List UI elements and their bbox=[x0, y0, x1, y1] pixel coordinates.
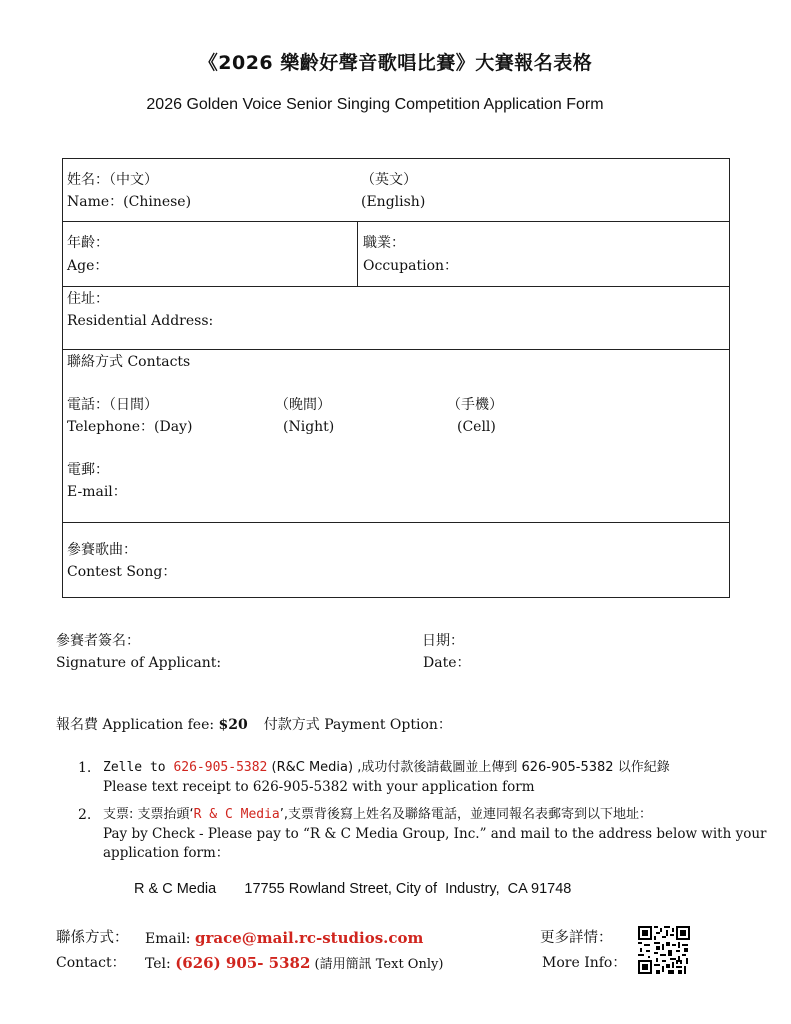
phone-cell-label-cn: （手機） bbox=[447, 397, 503, 413]
zelle-prefix: Zelle to bbox=[103, 760, 174, 775]
email-label-en: E-mail： bbox=[67, 484, 127, 500]
tel-note: (請用簡訊 Text Only) bbox=[310, 957, 444, 972]
date-label-en: Date： bbox=[423, 655, 471, 671]
name-label-cn: 姓名：（中文） bbox=[67, 172, 158, 188]
more-info-label-cn: 更多詳情： bbox=[540, 930, 613, 946]
contacts-heading bbox=[67, 351, 190, 373]
check-instruction-en-2: application form： bbox=[103, 845, 230, 861]
check-instruction-en-1: Pay by Check - Please pay to “R & C Media Group, Inc.” and mail to the address below with your bbox=[103, 826, 767, 842]
date-label-cn: 日期： bbox=[422, 633, 464, 649]
more-info-label-en: More Info： bbox=[542, 955, 627, 971]
fee-amount: $20 bbox=[218, 717, 248, 733]
contact-phone[interactable]: (626) 905- 5382 bbox=[175, 954, 311, 972]
contest-song-label-cn: 參賽歌曲： bbox=[67, 542, 137, 558]
contact-phone-line bbox=[145, 952, 443, 976]
signature-label-en: Signature of Applicant: bbox=[56, 655, 222, 671]
occupation-label-cn: 職業： bbox=[363, 235, 405, 251]
signature-label-cn: 參賽者簽名： bbox=[56, 633, 140, 649]
age-label-en: Age： bbox=[67, 258, 109, 274]
row-divider bbox=[63, 221, 729, 222]
fee-label-en: Application fee: bbox=[98, 717, 219, 733]
phone-night-label-en: (Night) bbox=[283, 419, 335, 435]
english-name-label-cn: （英文） bbox=[361, 172, 417, 188]
occupation-label-en: Occupation： bbox=[363, 258, 459, 274]
payment-option-en: Payment Option： bbox=[319, 717, 452, 733]
age-label-cn: 年齡： bbox=[67, 235, 109, 251]
tel-label: Tel: bbox=[145, 956, 176, 972]
application-form-table bbox=[62, 158, 730, 598]
contacts-heading-cn: 聯絡方式 bbox=[67, 354, 123, 370]
zelle-instruction-en: Please text receipt to 626-905-5382 with your application form bbox=[103, 779, 535, 795]
email-label-cn: 電郵： bbox=[67, 462, 109, 478]
fee-label-cn: 報名費 bbox=[56, 717, 98, 733]
contact-email-link[interactable]: grace@mail.rc-studios.com bbox=[194, 929, 424, 947]
phone-night-label-cn: （晚間） bbox=[275, 397, 331, 413]
email-label: Email: bbox=[145, 931, 195, 947]
qr-code-icon[interactable] bbox=[638, 926, 690, 974]
name-label-en: Name：(Chinese) bbox=[67, 194, 192, 210]
phone-cell-label-en: (Cell) bbox=[457, 419, 496, 435]
fee-line bbox=[56, 714, 452, 736]
contact-email-line bbox=[145, 927, 423, 950]
payment-item-1-number: 1. bbox=[78, 760, 92, 776]
contact-label-cn: 聯係方式： bbox=[56, 930, 129, 946]
contest-song-label-en: Contest Song： bbox=[67, 564, 177, 580]
zelle-instruction-cn: (R&C Media) ,成功付款後請截圖並上傳到 626-905-5382 以作紀錄 bbox=[267, 760, 670, 775]
row-divider bbox=[63, 286, 729, 287]
phone-day-label-cn: 電話：（日間） bbox=[67, 397, 158, 413]
column-divider bbox=[357, 221, 358, 286]
english-name-label-en: (English) bbox=[361, 194, 426, 210]
page-title-chinese: 《2026 樂齡好聲音歌唱比賽》大賽報名表格 bbox=[198, 52, 593, 74]
mailing-address: R & C Media 17755 Rowland Street, City of Industry, CA 91748 bbox=[134, 881, 572, 897]
page-title-english: 2026 Golden Voice Senior Singing Competition Application Form bbox=[146, 96, 604, 113]
contact-label-en: Contact： bbox=[56, 955, 126, 971]
check-instruction-cn: ’,支票背後寫上姓名及聯絡電話，並連同報名表郵寄到以下地址： bbox=[279, 807, 653, 822]
phone-day-label-en: Telephone：(Day) bbox=[67, 419, 193, 435]
row-divider bbox=[63, 522, 729, 523]
address-label-en: Residential Address: bbox=[67, 313, 214, 329]
check-prefix-cn: 支票: 支票抬頭‘ bbox=[103, 807, 194, 822]
row-divider bbox=[63, 349, 729, 350]
zelle-phone: 626-905-5382 bbox=[173, 760, 268, 775]
payment-option-cn: 付款方式 bbox=[263, 717, 320, 733]
check-payee: R & C Media bbox=[193, 807, 280, 822]
contacts-heading-en: Contacts bbox=[123, 354, 191, 370]
payment-item-2-number: 2. bbox=[78, 807, 92, 823]
address-label-cn: 住址： bbox=[67, 291, 109, 307]
